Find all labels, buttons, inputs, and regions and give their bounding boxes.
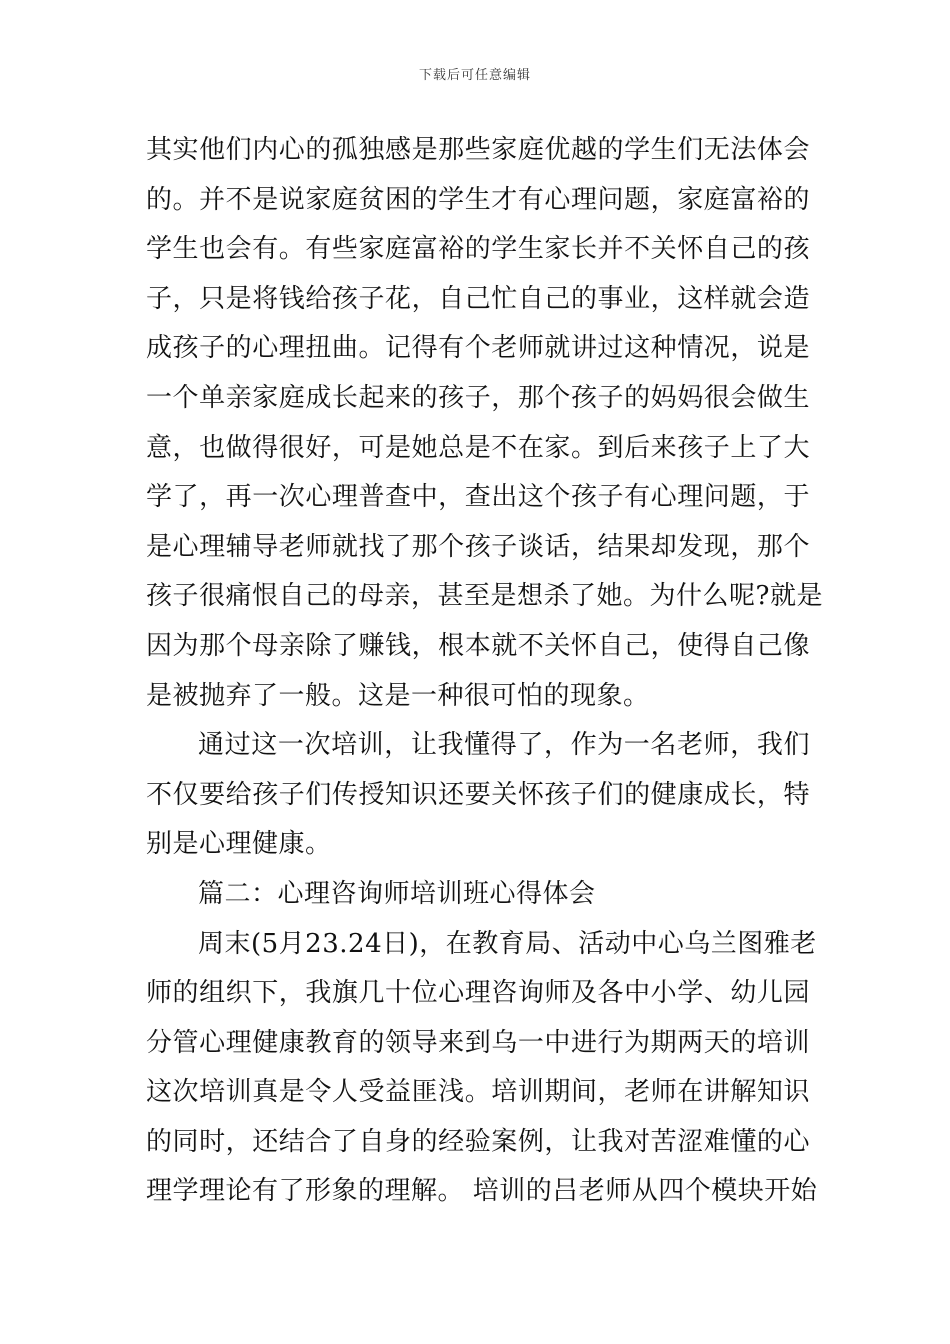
text-line: 孩子很痛恨自己的母亲，甚至是想杀了她。为什么呢?就是 [146,581,823,612]
text-line: 通过这一次培训，让我懂得了，作为一名老师，我们 [198,730,810,761]
text-line: 子，只是将钱给孩子花，自己忙自己的事业，这样就会造 [146,283,810,314]
text-line: 篇二：心理咨询师培训班心得体会 [198,878,596,909]
text-line: 其实他们内心的孤独感是那些家庭优越的学生们无法体会 [146,135,810,165]
text-line: 学了，再一次心理普查中，查出这个孩子有心理问题，于 [146,482,810,513]
text-line: 理学理论有了形象的理解。 培训的吕老师从四个模块开始 [146,1176,818,1207]
text-line: 意，也做得很好，可是她总是不在家。到后来孩子上了大 [146,432,810,463]
text-line: 分管心理健康教育的领导来到乌一中进行为期两天的培训 [146,1027,810,1058]
text-line: 不仅要给孩子们传授知识还要关怀孩子们的健康成长，特 [146,779,810,810]
document-body [146,126,823,1217]
page-header: 下载后可任意编辑 [418,68,531,83]
text-line: 学生也会有。有些家庭富裕的学生家长并不关怀自己的孩 [146,234,810,265]
text-line: 是被抛弃了一般。这是一种很可怕的现象。 [146,680,650,711]
text-line: 的。并不是说家庭贫困的学生才有心理问题，家庭富裕的 [146,184,810,215]
text-line: 成孩子的心理扭曲。记得有个老师就讲过这种情况，说是 [146,333,810,364]
text-line: 的同时，还结合了自身的经验案例，让我对苦涩难懂的心 [146,1126,810,1157]
text-line: 一个单亲家庭成长起来的孩子，那个孩子的妈妈很会做生 [146,382,810,413]
text-line: 这次培训真是令人受益匪浅。培训期间，老师在讲解知识 [146,1077,810,1108]
text-line: 师的组织下，我旗几十位心理咨询师及各中小学、幼儿园 [146,978,810,1009]
text-line: 是心理辅导老师就找了那个孩子谈话，结果却发现，那个 [146,531,810,562]
text-line: 周末(5月23.24日)，在教育局、活动中心乌兰图雅老 [198,928,817,959]
text-line: 别是心理健康。 [146,829,332,860]
text-line: 因为那个母亲除了赚钱，根本就不关怀自己，使得自己像 [146,630,810,661]
